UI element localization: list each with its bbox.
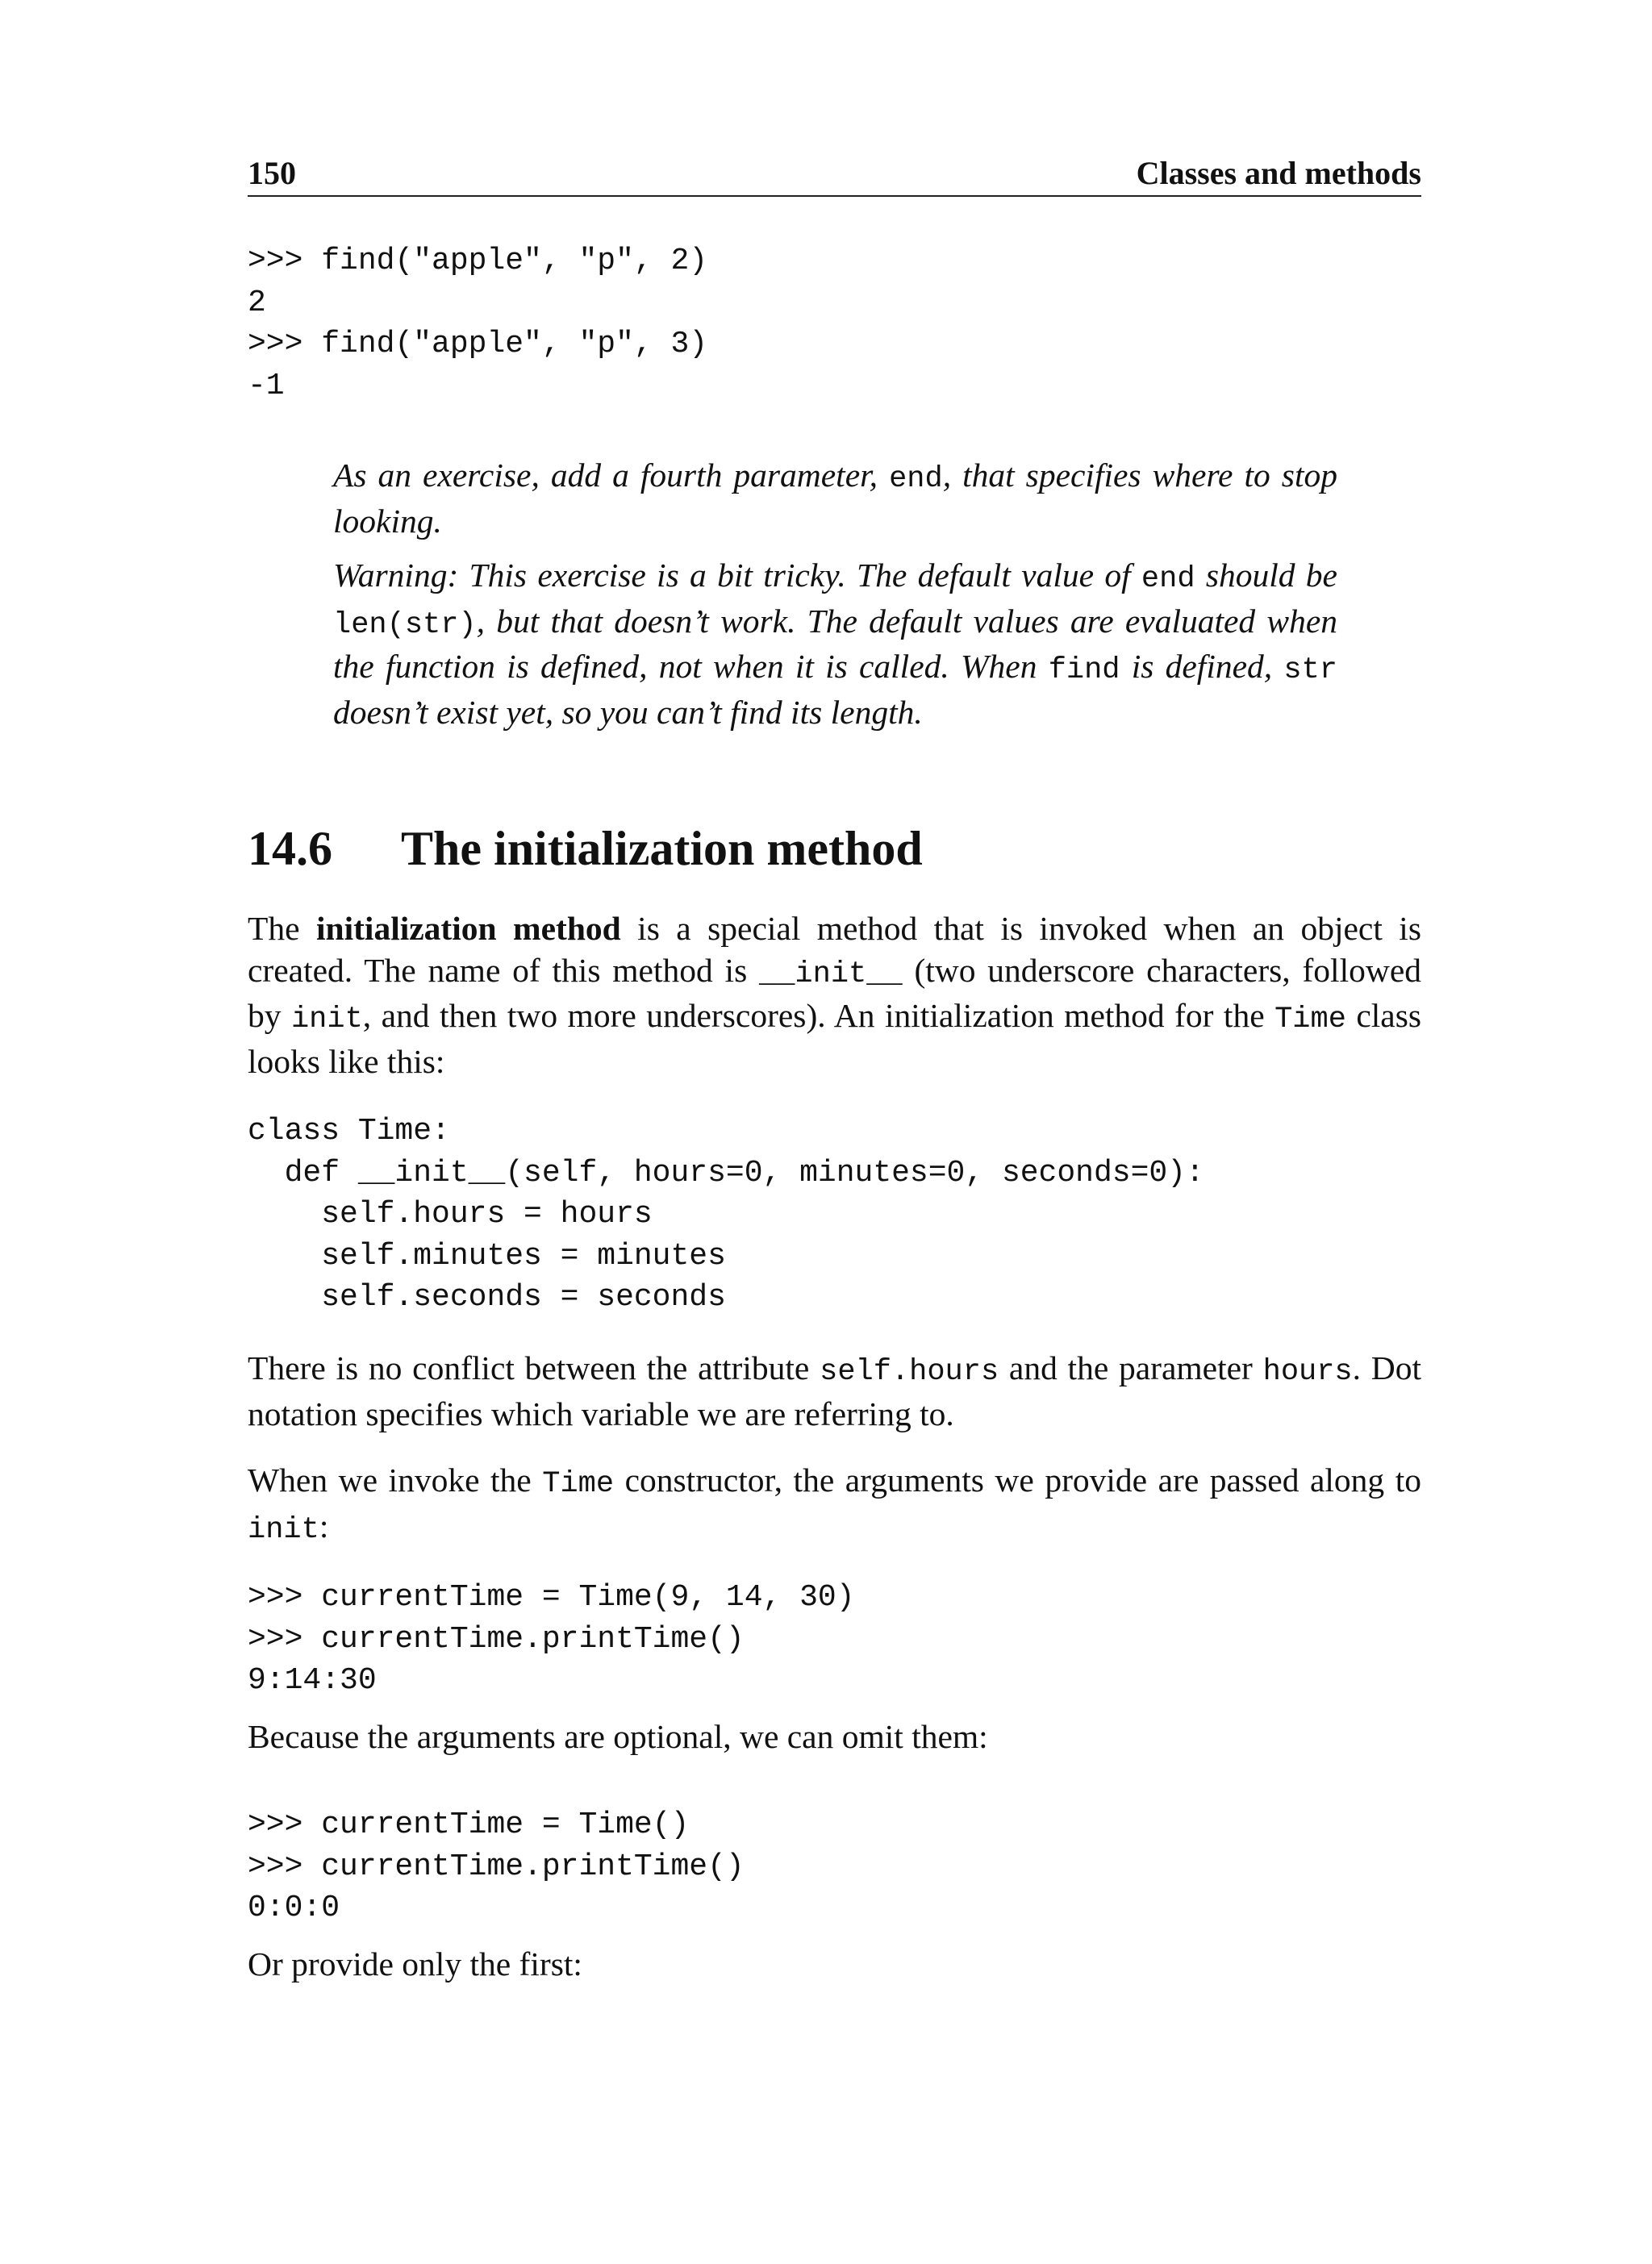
code-line: 9:14:30	[248, 1663, 377, 1698]
text-run: , that specifies where to stop looking.	[333, 457, 1337, 540]
text-run: , and then two more underscores). An initialization method for the	[362, 997, 1275, 1034]
inline-code: Time	[1274, 1003, 1346, 1036]
code-line: >>> currentTime.printTime()	[248, 1849, 745, 1884]
code-block-time-with-args	[248, 1577, 1421, 1702]
inline-code: str	[1283, 653, 1337, 687]
text-run: is defined,	[1120, 648, 1284, 685]
inline-code: __init__	[759, 957, 903, 991]
text-run: should be	[1195, 557, 1337, 594]
exercise-paragraph-1	[333, 455, 1337, 542]
text-run: class looks like this:	[248, 997, 1422, 1080]
text-run: and the parameter	[999, 1349, 1263, 1386]
inline-code: init	[290, 1003, 363, 1036]
section-number: 14.6	[248, 822, 332, 875]
inline-code: self.hours	[820, 1355, 999, 1389]
inline-code: Time	[542, 1467, 615, 1501]
text-run: There is no conflict between the attribute	[248, 1349, 820, 1386]
inline-code: hours	[1262, 1355, 1353, 1389]
text-run: When we invoke the	[248, 1461, 543, 1499]
text-run: doesn’t exist yet, so you can’t find its length.	[333, 693, 923, 731]
code-line: self.seconds = seconds	[248, 1280, 726, 1315]
text-run: constructor, the arguments we provide are passed along to	[614, 1461, 1421, 1499]
page-number: 150	[248, 155, 296, 191]
paragraph-optional-arguments: Because the arguments are optional, we can omit them:	[248, 1718, 988, 1755]
text-run: . Dot notation specifies which variable we are referring to.	[248, 1349, 1422, 1432]
code-line: -1	[248, 368, 285, 403]
paragraph-no-conflict	[248, 1348, 1421, 1435]
text-run: As an exercise, add a fourth parameter,	[333, 457, 890, 494]
code-line: 2	[248, 285, 266, 320]
code-line: 0:0:0	[248, 1891, 340, 1925]
section-heading	[248, 816, 1421, 881]
chapter-title: Classes and methods	[1136, 155, 1421, 191]
section-title: The initialization method	[401, 822, 923, 875]
code-line: >>> find("apple", "p", 2)	[248, 244, 708, 278]
text-run: , but that doesn’t work. The default values are evaluated when the function is defined, not when it is called. When	[333, 602, 1337, 685]
bold-term: initialization method	[315, 910, 621, 947]
text-run: is a special method that is invoked when an object is created. The name of this method is	[248, 910, 1421, 989]
code-block-find-examples	[248, 240, 1421, 407]
code-line: >>> currentTime = Time()	[248, 1807, 690, 1842]
exercise-warning-paragraph	[333, 555, 1337, 733]
code-line: >>> find("apple", "p", 3)	[248, 327, 708, 361]
code-line: self.hours = hours	[248, 1197, 653, 1232]
code-line: self.minutes = minutes	[248, 1238, 726, 1274]
code-line: class Time:	[248, 1114, 450, 1149]
inline-code: init	[248, 1512, 319, 1547]
inline-code: end	[889, 462, 943, 496]
code-block-time-class	[248, 1111, 1421, 1319]
code-line: >>> currentTime = Time(9, 14, 30)	[248, 1580, 855, 1615]
inline-code: len(str)	[333, 607, 477, 642]
text-run: (two underscore characters, followed by	[248, 951, 1421, 1034]
paragraph-initialization-method	[248, 908, 1421, 1082]
code-line: def __init__(self, hours=0, minutes=0, seconds=0):	[248, 1155, 1204, 1190]
inline-code: end	[1141, 562, 1195, 596]
text-run: Warning: This exercise is a bit tricky. The default value of	[333, 557, 1141, 594]
text-run: :	[319, 1507, 329, 1545]
paragraph-provide-first: Or provide only the first:	[248, 1945, 582, 1983]
paragraph-invoke-constructor	[248, 1460, 1421, 1551]
code-block-time-no-args	[248, 1804, 1421, 1929]
inline-code: find	[1048, 653, 1120, 687]
code-line: >>> currentTime.printTime()	[248, 1621, 745, 1657]
text-run: The	[248, 910, 316, 947]
running-header	[248, 148, 1421, 197]
